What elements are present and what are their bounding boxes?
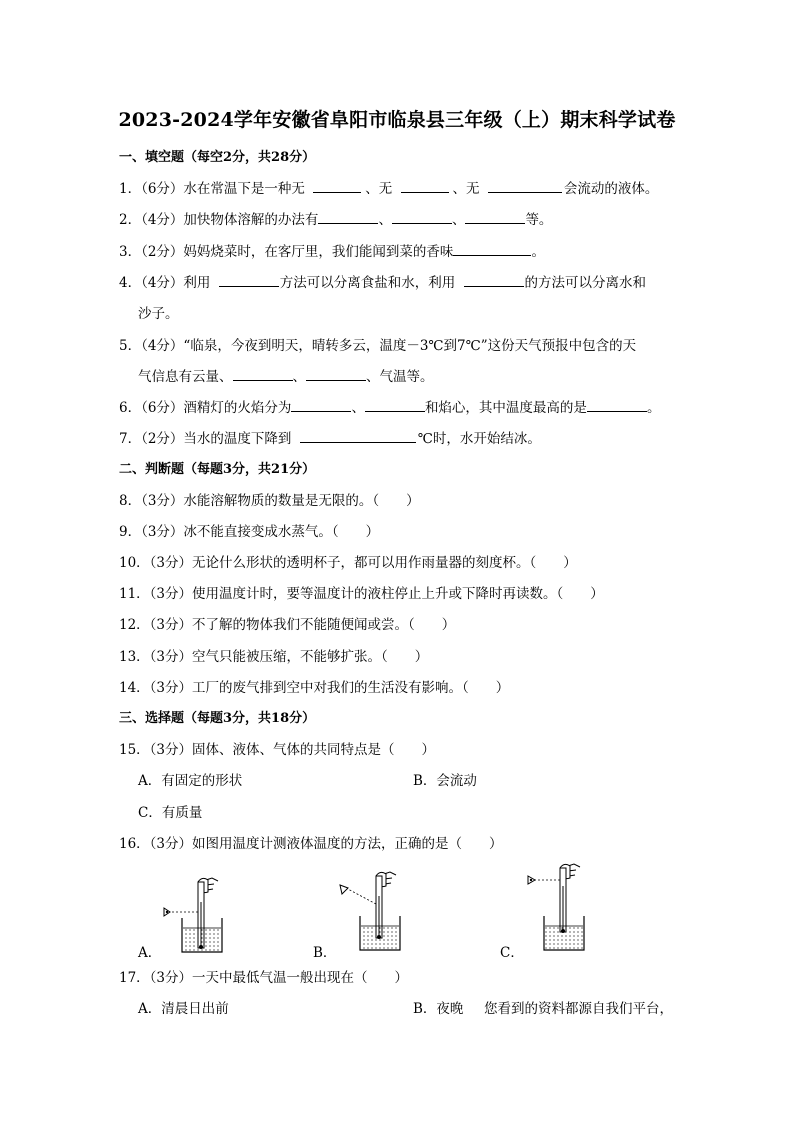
q5-blank-1 [233, 368, 293, 381]
q16-option-a: A． [138, 945, 162, 961]
question-14: 14．（3分）工厂的废气排到空中对我们的生活没有影响。（ ） [119, 680, 510, 696]
q7-text-b: ℃时，水开始结冰。 [417, 431, 541, 447]
question-11: 11．（3分）使用温度计时，要等温度计的液柱停止上升或下降时再读数。（ ） [119, 586, 604, 602]
question-4-cont: 沙子。 [138, 306, 179, 322]
q6-text-a: 6．（6分）酒精灯的火焰分为 [119, 400, 292, 416]
q1-text-b: 、无 [365, 181, 393, 197]
q1-text-c: 、无 [452, 181, 480, 197]
thermometer-figure-b [334, 866, 414, 954]
page-title: 2023-2024学年安徽省阜阳市临泉县三年级（上）期末科学试卷 [118, 109, 676, 131]
q6-blank-2 [365, 399, 425, 412]
q17-option-b: B．夜晚 [413, 1001, 464, 1017]
q15-option-b: B．会流动 [413, 773, 477, 789]
q2-blank-2 [392, 211, 452, 224]
question-16: 16．（3分）如图用温度计测液体温度的方法，正确的是（ ） [119, 836, 503, 852]
q5-text-d: 、气温等。 [366, 369, 434, 385]
q7-text-a: 7．（2分）当水的温度下降到 [119, 431, 292, 447]
q16-option-c: C． [500, 945, 524, 961]
question-1 [119, 177, 658, 197]
q1-blank-3 [488, 180, 562, 193]
q6-blank-3 [587, 399, 647, 412]
question-5-cont [138, 365, 434, 385]
q6-text-b: 、 [351, 400, 365, 416]
q7-blank-1 [300, 430, 416, 443]
thermometer-figure-a [160, 872, 232, 954]
question-3 [119, 240, 545, 260]
question-7 [119, 427, 541, 447]
q5-text-b: 气信息有云量、 [138, 369, 233, 385]
q4-blank-1 [219, 274, 279, 287]
question-13: 13．（3分）空气只能被压缩，不能够扩张。（ ） [119, 649, 429, 665]
question-5: 5．（4分）“临泉，今夜到明天，晴转多云，温度－3℃到7℃”这份天气预报中包含的天 [119, 338, 637, 354]
q4-text-c: 的方法可以分离水和 [524, 275, 647, 291]
q6-blank-1 [291, 399, 351, 412]
question-12: 12．（3分）不了解的物体我们不能随便闻或尝。（ ） [119, 617, 456, 633]
question-4 [119, 271, 646, 291]
q2-text-a: 2．（4分）加快物体溶解的办法有 [119, 212, 319, 228]
watermark-text: 您看到的资料都源自我们平台， [484, 1001, 673, 1017]
q1-blank-1 [313, 180, 361, 193]
q5-text-c: 、 [292, 369, 306, 385]
q15-option-a: A．有固定的形状 [138, 773, 243, 789]
q1-text-a: 1．（6分）水在常温下是一种无 [119, 181, 305, 197]
q4-blank-2 [464, 274, 524, 287]
question-6 [119, 396, 660, 416]
question-8: 8．（3分）水能溶解物质的数量是无限的。（ ） [119, 493, 420, 509]
question-2 [119, 208, 552, 228]
q17-option-a: A．清晨日出前 [138, 1001, 229, 1017]
question-17: 17．（3分）一天中最低气温一般出现在（ ） [119, 970, 409, 986]
q2-text-c: 、 [451, 212, 466, 228]
q2-blank-1 [318, 211, 378, 224]
thermometer-figure-c [524, 858, 600, 954]
question-15: 15．（3分）固体、液体、气体的共同特点是（ ） [119, 742, 436, 758]
q2-blank-3 [465, 211, 525, 224]
section-judge-heading: 二、判断题（每题3分，共21分） [119, 462, 316, 477]
q5-blank-2 [306, 368, 366, 381]
section-choice-heading: 三、选择题（每题3分，共18分） [119, 711, 316, 726]
question-10: 10．（3分）无论什么形状的透明杯子，都可以用作雨量器的刻度杯。（ ） [119, 555, 577, 571]
q16-option-b: B． [313, 945, 337, 961]
q2-text-b: 、 [378, 212, 392, 228]
q6-text-c: 和焰心，其中温度最高的是 [424, 400, 587, 416]
q4-text-a: 4．（4分）利用 [119, 275, 211, 291]
q3-text-a: 3．（2分）妈妈烧菜时，在客厅里，我们能闻到菜的香味 [119, 244, 454, 260]
section-fill-blank-heading: 一、填空题（每空2分，共28分） [119, 150, 316, 165]
q15-option-c: C．有质量 [138, 805, 203, 821]
q2-text-d: 等。 [525, 212, 553, 228]
q3-text-b: 。 [531, 244, 545, 260]
q4-text-b: 方法可以分离食盐和水，利用 [279, 275, 456, 291]
q6-text-d: 。 [646, 400, 661, 416]
q1-text-d: 会流动的液体。 [563, 181, 659, 197]
q3-blank-1 [453, 243, 531, 256]
question-9: 9．（3分）冰不能直接变成水蒸气。（ ） [119, 524, 380, 540]
q1-blank-2 [401, 180, 449, 193]
